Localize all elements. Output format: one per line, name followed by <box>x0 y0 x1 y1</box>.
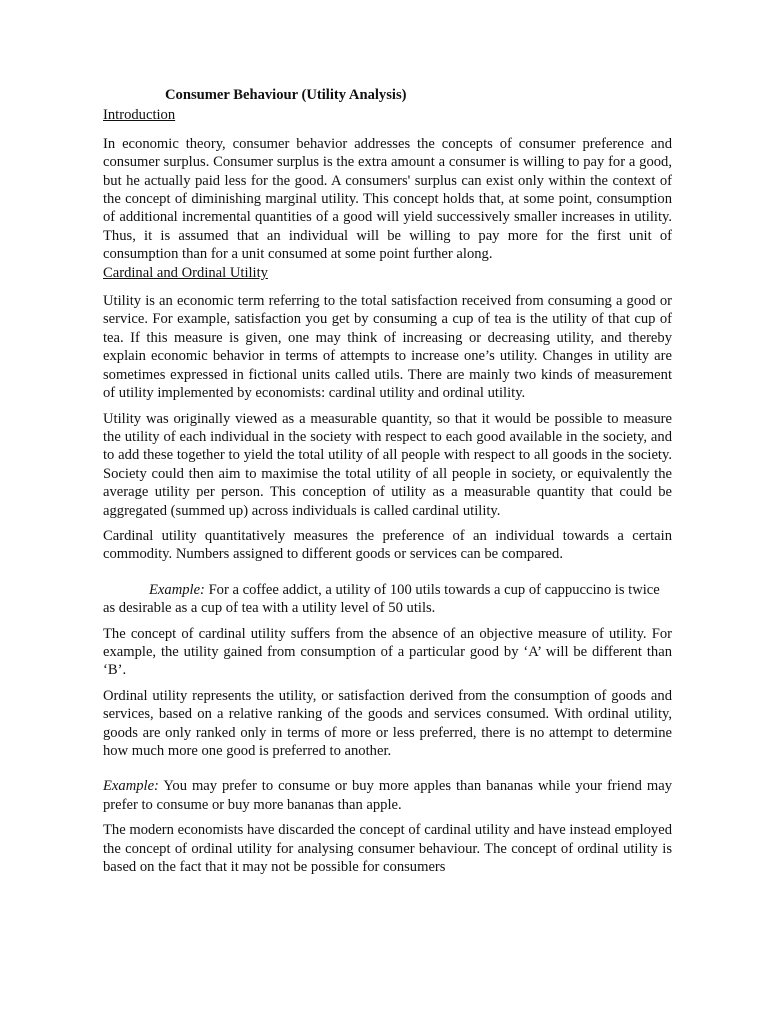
document-page <box>103 86 672 876</box>
document-title: Consumer Behaviour (Utility Analysis) <box>165 87 407 103</box>
paragraph-cardinal-utility: Cardinal utility quantitatively measures the preference of an individual towards a certain commodity. Numbers assigned to different goods or services can be compared. <box>103 527 672 563</box>
example-text: You may prefer to consume or buy more apples than bananas while your friend may prefer to consume or buy more bananas than apple. <box>103 778 672 813</box>
section-heading-cardinal-ordinal: Cardinal and Ordinal Utility <box>103 264 268 281</box>
paragraph-modern-economists: The modern economists have discarded the concept of cardinal utility and have instead employed the concept of ordinal utility for analysing consumer behaviour. The concept of ordinal utility is based on the fact that it may not be possible for consumers <box>103 822 672 876</box>
paragraph-measurable-utility: Utility was originally viewed as a measurable quantity, so that it would be possible to measure the utility of each individual in the society with respect to each good available in the society, and to add these together to yield the total utility of all people with respect to all goods in the society. Society could then aim to maximise the total utility of all people in society, or equivalently the average utility per person. This conception of utility as a measurable quantity that could be aggregated (summed up) across individuals is called cardinal utility. <box>103 410 672 519</box>
example-ordinal <box>103 777 672 814</box>
paragraph-ordinal-utility: Ordinal utility represents the utility, or satisfaction derived from the consumption of goods and services, based on a relative ranking of the goods and services consumed. With ordinal utility, goods are only ranked only in terms of more or less preferred, there is no attempt to determine how much more one good is preferred to another. <box>103 687 672 759</box>
example-cardinal <box>103 581 672 618</box>
example-label: Example: <box>103 778 159 795</box>
example-label: Example: <box>149 581 205 598</box>
paragraph-utility-term: Utility is an economic term referring to the total satisfaction received from consuming a good or service. For example, satisfaction you get by consuming a cup of tea is the utility of that cup of tea. If this measure is given, one may think of increasing or decreasing utility, and thereby explain economic behavior in terms of attempts to increase one’s utility. Changes in utility are sometimes expressed in fictional units called utils. There are mainly two kinds of measurement of utility implemented by economists: cardinal utility and ordinal utility. <box>103 293 672 402</box>
section-heading-introduction: Introduction <box>103 107 176 124</box>
example-text: For a coffee addict, a utility of 100 utils towards a cup of cappuccino is twice as desirable as a cup of tea with a utility level of 50 utils. <box>103 581 660 617</box>
paragraph-cardinal-suffers: The concept of cardinal utility suffers from the absence of an objective measure of utility. For example, the utility gained from consumption of a particular good by ‘A’ will be different than ‘B’. <box>103 625 672 679</box>
paragraph-intro: In economic theory, consumer behavior addresses the concepts of consumer preference and consumer surplus. Consumer surplus is the extra amount a consumer is willing to pay for a good, but he actually paid less for the good. A consumers' surplus can exist only within the context of the concept of diminishing marginal utility. This concept holds that, at some point, consumption of additional incremental quantities of a good will yield successively smaller increases in utility. Thus, it is assumed that an individual will be willing to pay more for the first unit of consumption than for a unit consumed at some point further along. <box>103 135 672 263</box>
